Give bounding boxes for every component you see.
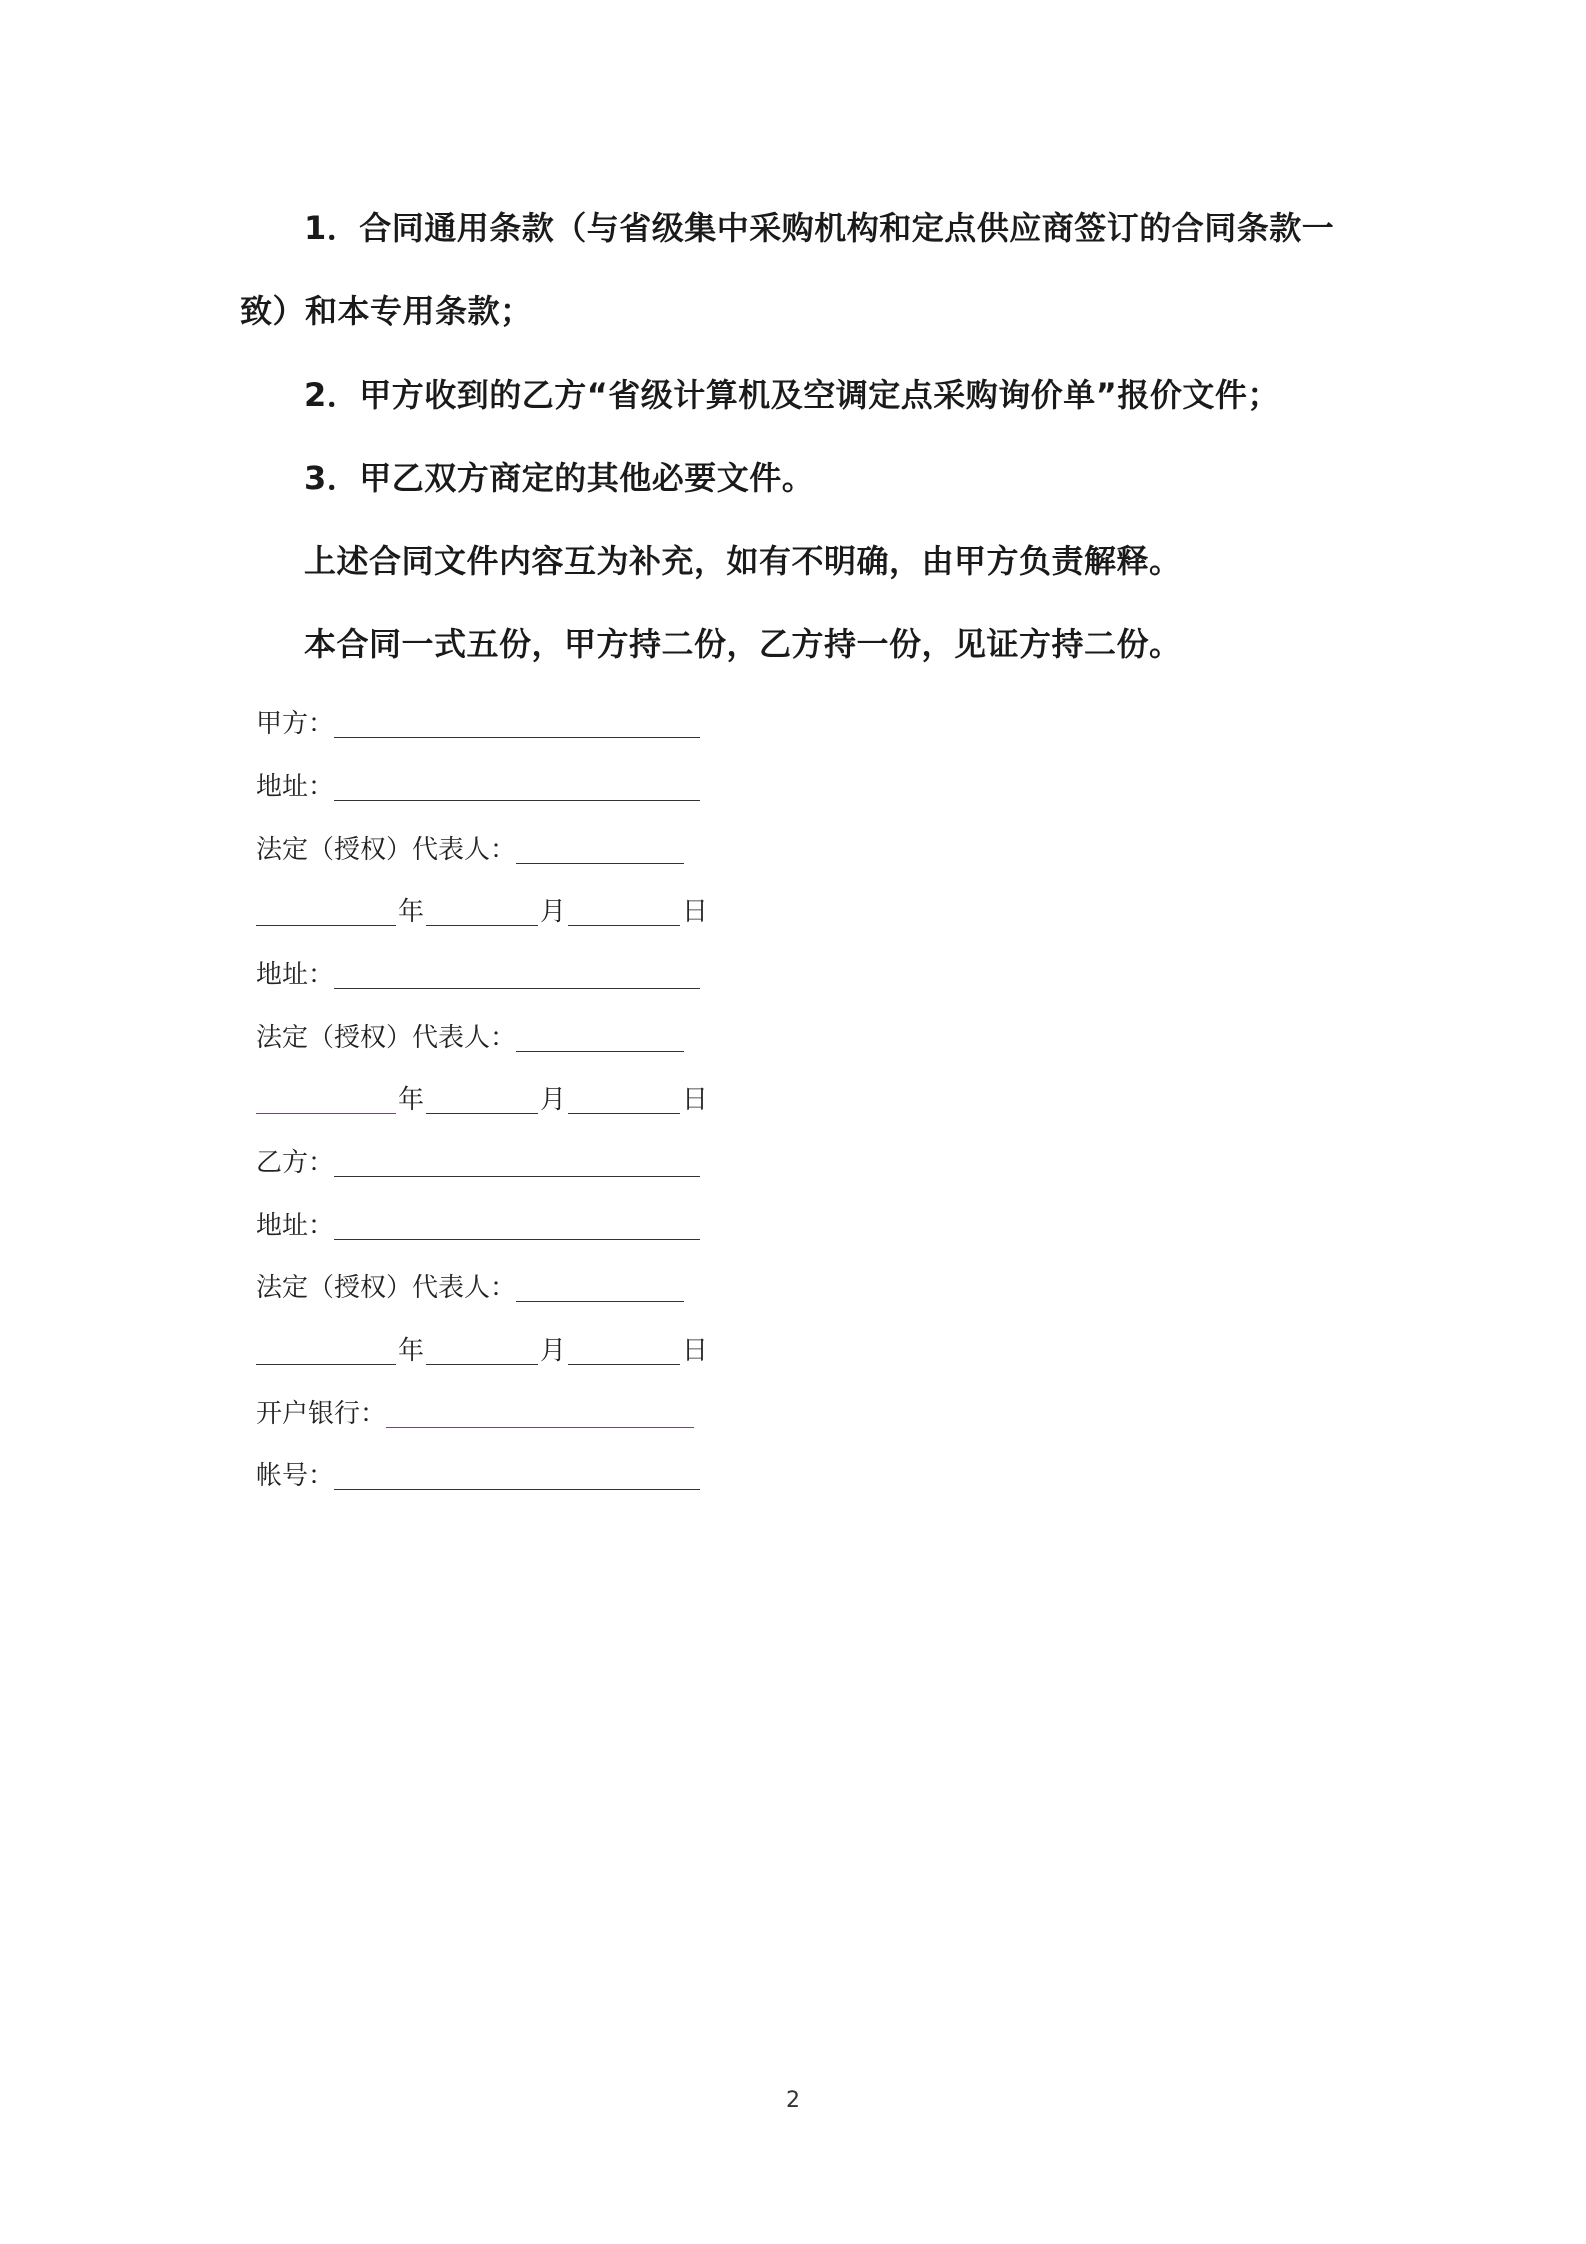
year-label: 年 [398,1085,425,1115]
party-a-label: 甲方： [256,709,335,739]
representative-row-1 [256,832,684,868]
date-row-3 [256,1333,710,1369]
year-field[interactable] [256,1334,396,1365]
address-field[interactable] [334,770,700,801]
month-label: 月 [540,897,567,927]
date-row-2 [256,1082,710,1118]
address-row-1 [256,769,700,805]
address-label: 地址： [256,960,335,990]
clause-1-line-1: 1．合同通用条款（与省级集中采购机构和定点供应商签订的合同条款一 [304,209,1335,247]
bank-field[interactable] [386,1397,694,1428]
party-b-row [256,1145,700,1181]
party-b-field[interactable] [334,1146,700,1177]
address-row-2 [256,957,700,993]
month-field[interactable] [426,895,538,926]
year-field[interactable] [256,895,396,926]
date-row-1 [256,894,710,930]
address-field[interactable] [334,958,700,989]
account-label: 帐号： [256,1461,335,1491]
representative-label: 法定（授权）代表人： [256,1273,517,1303]
page-number: 2 [786,2088,800,2113]
clause-2: 2．甲方收到的乙方“省级计算机及空调定点采购询价单”报价文件； [304,376,1280,414]
day-label: 日 [682,1336,709,1366]
month-label: 月 [540,1085,567,1115]
address-row-3 [256,1208,700,1244]
representative-field[interactable] [516,833,684,864]
party-a-row [256,706,700,742]
account-field[interactable] [334,1459,700,1490]
representative-label: 法定（授权）代表人： [256,835,517,865]
copies-paragraph: 本合同一式五份，甲方持二份，乙方持一份，见证方持二份。 [304,625,1182,663]
address-label: 地址： [256,1211,335,1241]
representative-label: 法定（授权）代表人： [256,1023,517,1053]
month-label: 月 [540,1336,567,1366]
representative-row-2 [256,1020,684,1056]
day-field[interactable] [568,1083,680,1114]
year-label: 年 [398,1336,425,1366]
clause-3: 3．甲乙双方商定的其他必要文件。 [304,459,815,497]
year-label: 年 [398,897,425,927]
year-field[interactable] [256,1083,396,1114]
address-label: 地址： [256,772,335,802]
day-label: 日 [682,1085,709,1115]
representative-row-3 [256,1270,684,1306]
day-field[interactable] [568,1334,680,1365]
month-field[interactable] [426,1083,538,1114]
day-field[interactable] [568,895,680,926]
party-a-field[interactable] [334,707,700,738]
day-label: 日 [682,897,709,927]
party-b-label: 乙方： [256,1148,335,1178]
representative-field[interactable] [516,1021,684,1052]
address-field[interactable] [334,1209,700,1240]
clause-1-line-2: 致）和本专用条款； [240,292,533,330]
representative-field[interactable] [516,1271,684,1302]
interpretation-paragraph: 上述合同文件内容互为补充，如有不明确，由甲方负责解释。 [304,542,1182,580]
bank-row [256,1396,694,1432]
month-field[interactable] [426,1334,538,1365]
bank-label: 开户银行： [256,1399,387,1429]
account-row [256,1458,700,1494]
